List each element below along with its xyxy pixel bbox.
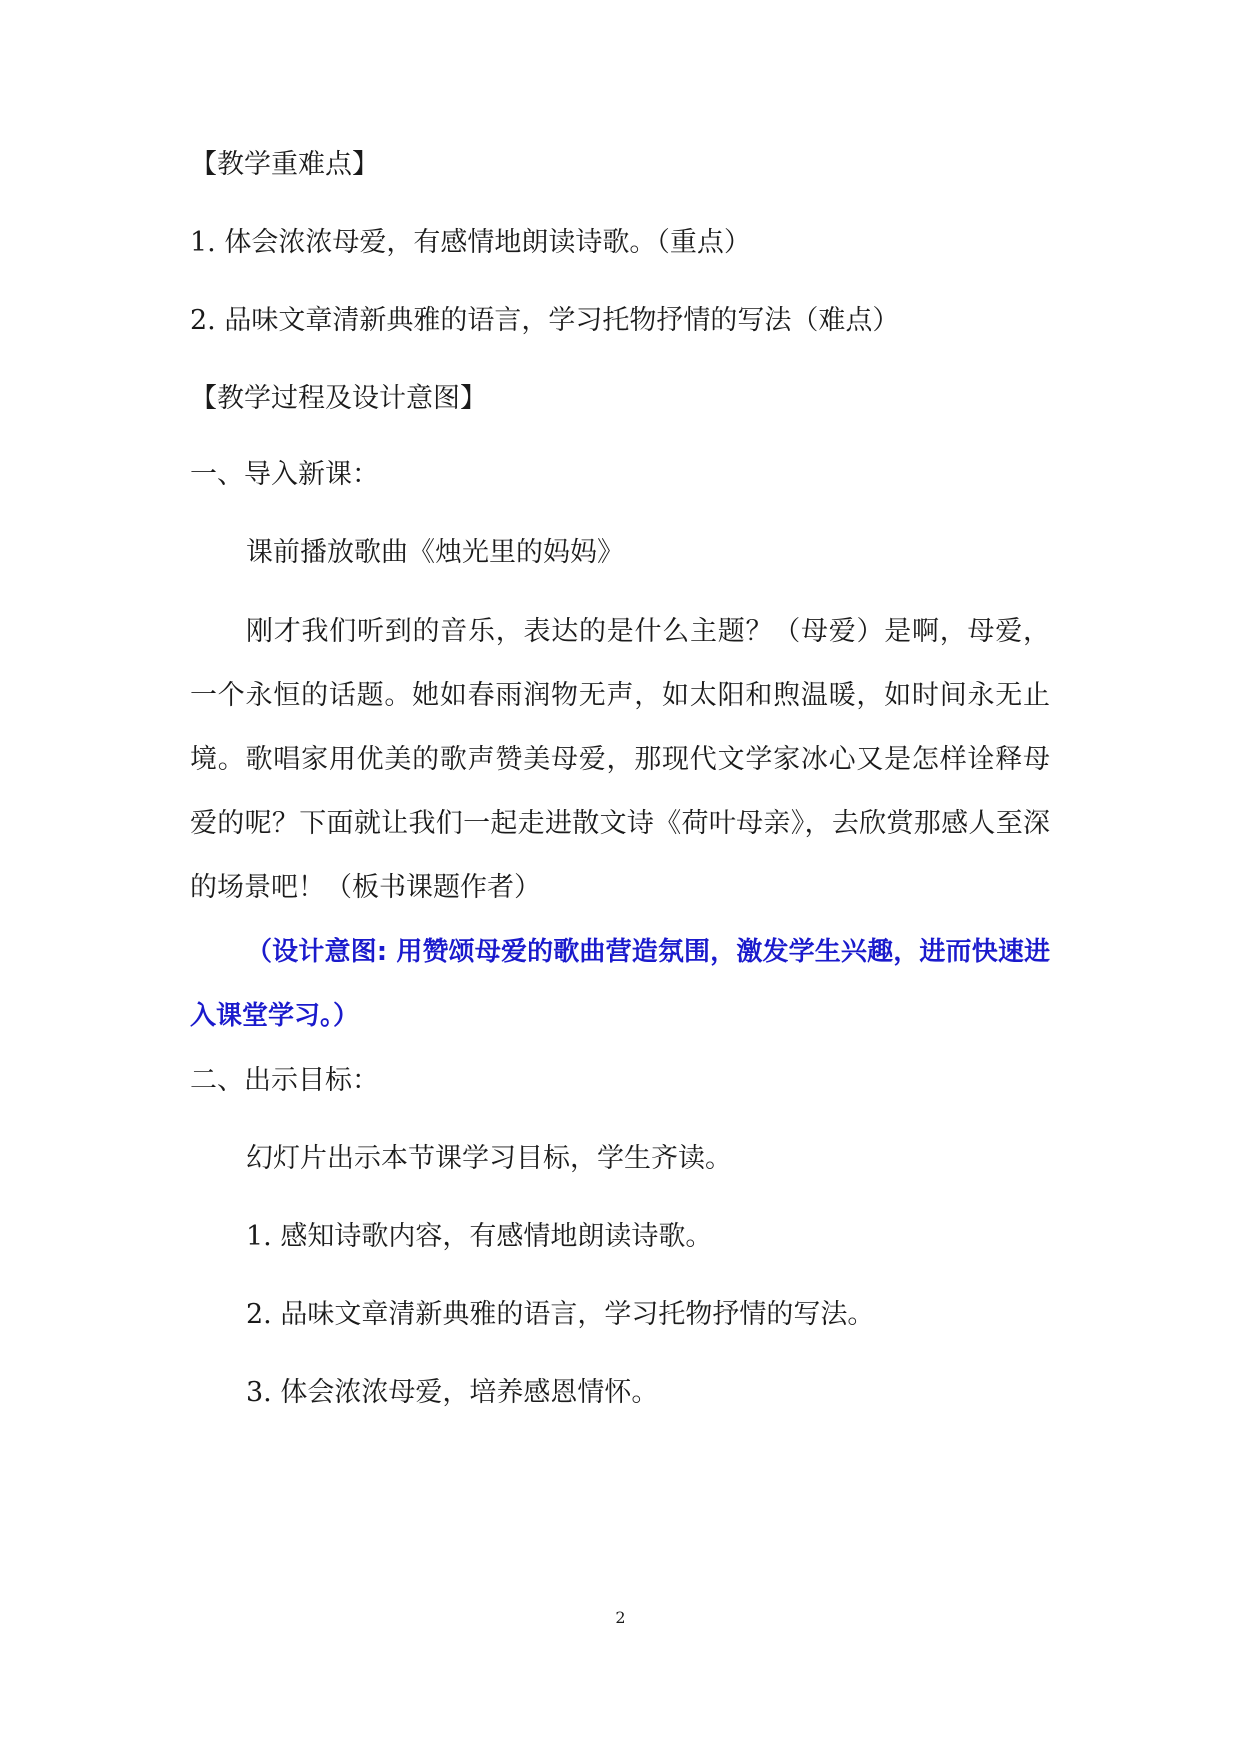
section-1-title: 一、导入新课： <box>190 459 379 490</box>
heading-key-points: 【教学重难点】 <box>190 149 379 180</box>
heading-process: 【教学过程及设计意图】 <box>190 383 487 414</box>
section-2-title: 二、出示目标： <box>190 1065 379 1096</box>
key-point-2: 2. 品味文章清新典雅的语言，学习托物抒情的写法（难点） <box>190 305 900 336</box>
page-number: 2 <box>615 1608 626 1627</box>
goal-1: 1. 感知诗歌内容，有感情地朗读诗歌。 <box>246 1221 713 1252</box>
section-1-design-note: （设计意图: 用赞颂母爱的歌曲营造氛围，激发学生兴趣，进而快速进入课堂学习。） <box>190 937 1050 1031</box>
section-1-line-1: 课前播放歌曲《烛光里的妈妈》 <box>246 537 624 568</box>
goal-3: 3. 体会浓浓母爱，培养感恩情怀。 <box>246 1377 659 1408</box>
key-point-1: 1. 体会浓浓母爱，有感情地朗读诗歌。（重点） <box>190 227 751 258</box>
section-2-line-1: 幻灯片出示本节课学习目标，学生齐读。 <box>246 1143 732 1174</box>
section-1-paragraph: 刚才我们听到的音乐，表达的是什么主题？（母爱）是啊，母爱，一个永恒的话题。她如春雨润物无声，如太阳和煦温暖，如时间永无止境。歌唱家用优美的歌声赞美母爱，那现代文学家冰心又是怎样诠释母爱的呢？下面就让我们一起走进散文诗《荷叶母亲》，去欣赏那感人至深的场景吧！（板书课题作者） <box>190 616 1050 903</box>
goal-2: 2. 品味文章清新典雅的语言，学习托物抒情的写法。 <box>246 1299 875 1330</box>
